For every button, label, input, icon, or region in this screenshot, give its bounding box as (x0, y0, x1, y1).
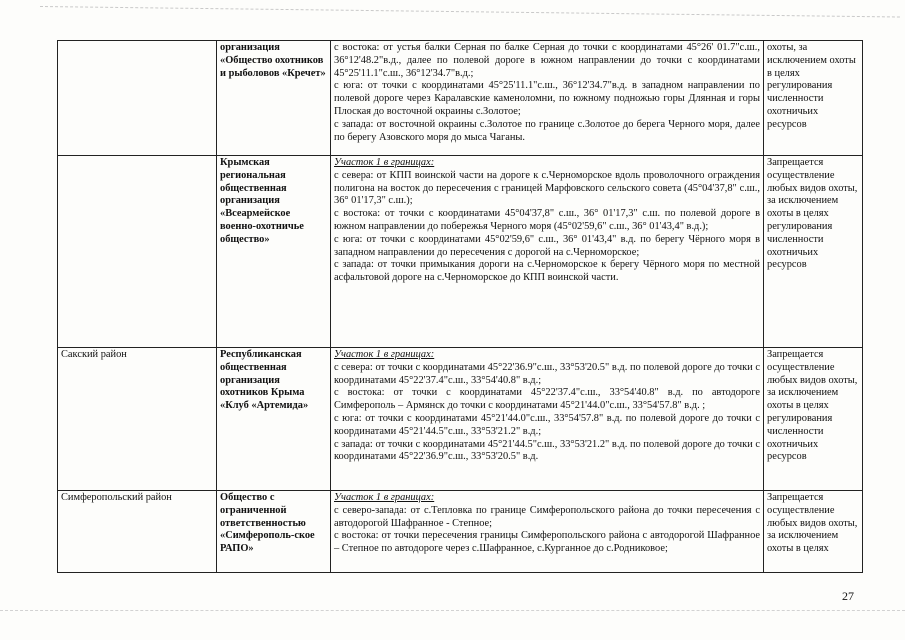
restriction-cell: Запрещается осуществление любых видов охоты, за исключением охоты в целях регулирования численности охотничьих ресурсов (764, 348, 863, 491)
boundary-paragraph: с запада: от восточной окраины с.Золотое по границе с.Золотое до берега Черного моря, далее по берегу Азовского моря до мыса Чаганы. (334, 118, 760, 143)
table-row (58, 156, 863, 348)
page-number: 27 (842, 589, 854, 603)
plot-header: Участок 1 в границах: (334, 349, 435, 360)
table-row (58, 348, 863, 491)
scan-edge-top (40, 6, 900, 18)
district-cell: Симферопольский район (58, 491, 217, 573)
district-cell (58, 156, 217, 348)
boundary-paragraph: с юга: от точки с координатами 45°21'44.0"с.ш., 33°54'57.8" в.д. по полевой дороге до точки с координатами 45°21'44.5"с.ш., 33°53'21.2" в.д.; (334, 412, 760, 437)
restriction-cell: Запрещается осуществление любых видов охоты, за исключением охоты в целях регулирования численности охотничьих ресурсов (764, 156, 863, 348)
boundary-paragraph: с северо-запада: от с.Тепловка по границе Симферопольского района до точки пересечения с автодорогой Шафранное - Степное; (334, 504, 760, 529)
organization-cell: Республиканская общественная организация охотников Крыма «Клуб «Артемида» (217, 348, 331, 491)
boundaries-cell (331, 41, 764, 156)
boundary-paragraph: с востока: от точки с координатами 45°04'37,8" с.ш., 36° 01'17,3" с.ш. по полевой дороге в южном направлении до побережья Черного моря (45°02'59,6" с.ш., 36° 01'43,4" в.д.); (334, 208, 760, 232)
boundary-paragraph: с востока: от точки с координатами 45°22'37.4"с.ш., 33°54'40.8" в.д. по автодороге Симферополь – Армянск до точки с координатами 45°21'44.0"с.ш., 33°54'57.8" в.д. ; (334, 387, 760, 412)
table-body (58, 41, 863, 573)
boundary-paragraph: с запада: от точки с координатами 45°21'44.5"с.ш., 33°53'21.2" в.д. по полевой дороге до точки с координатами 45°22'36.9"с.ш., 33°53'20.5" в.д. (334, 438, 760, 463)
table-row (58, 491, 863, 573)
plot-header: Участок 1 в границах: (334, 492, 435, 503)
boundary-paragraph: с юга: от точки с координатами 45°25'11.1"с.ш., 36°12'34.7"в.д. в западном направлении по полевой дороге через Каралавские каменоломни, по южному подножью горы Длянная и горы Плоская до восточной окраины с.Золотое; (334, 80, 760, 117)
boundaries-cell (331, 491, 764, 573)
scan-edge-bottom (0, 610, 905, 611)
restriction-cell: Запрещается осуществление любых видов охоты, за исключением охоты в целях (764, 491, 863, 573)
organization-cell: Общество с ограниченной ответственностью «Симферополь-ское РАПО» (217, 491, 331, 573)
boundary-paragraph: с севера: от КПП воинской части на дороге к с.Черноморское вдоль проволочного ограждения полигона на восток до пересечения с границей Марфовского сельского совета (45°04'37,8" с.ш., 36° 01'17,3" с.ш.); (334, 169, 760, 207)
boundaries-cell (331, 348, 764, 491)
district-cell: Сакский район (58, 348, 217, 491)
district-cell (58, 41, 217, 156)
organization-cell: организация «Общество охотников и рыболовов «Кречет» (217, 41, 331, 156)
plot-header: Участок 1 в границах: (334, 157, 435, 168)
boundary-paragraph: с востока: от точки пересечения границы Симферопольского района с автодорогой Шафранное – Степное по автодороге через с.Шафранное, с.Курганное до с.Родниковое; (334, 530, 760, 555)
boundary-paragraph: с севера: от точки с координатами 45°22'36.9"с.ш., 33°53'20.5" в.д. по полевой дороге до точки с координатами 45°22'37.4"с.ш., 33°54'40.8" в.д.; (334, 361, 760, 386)
organization-cell: Крымская региональная общественная организация «Всеармейское военно-охотничье общество» (217, 156, 331, 348)
table-row (58, 41, 863, 156)
boundary-paragraph: с юга: от точки с координатами 45°02'59,6" с.ш., 36° 01'43,4" в.д. по берегу Чёрного моря в западном направлении до пересечения с дорогой на с.Черноморское; (334, 233, 760, 258)
boundaries-cell (331, 156, 764, 348)
boundary-paragraph: с запада: от точки примыкания дороги на с.Черноморское к берегу Чёрного моря по местной асфальтовой дороге на с.Черноморское до КПП воинской части. (334, 259, 760, 284)
boundary-paragraph: с востока: от устья балки Серная по балке Серная до точки с координатами 45°26' 01.7"с.ш., 36°12'48.2"в.д., далее по полевой дороге в южном направлении до точки с координатами 45°25'11.1"с.ш., 36°12'34.7"в.д.; (334, 42, 760, 79)
hunting-grounds-table (57, 40, 863, 573)
restriction-cell: охоты, за исключением охоты в целях регулирования численности охотничьих ресурсов (764, 41, 863, 156)
